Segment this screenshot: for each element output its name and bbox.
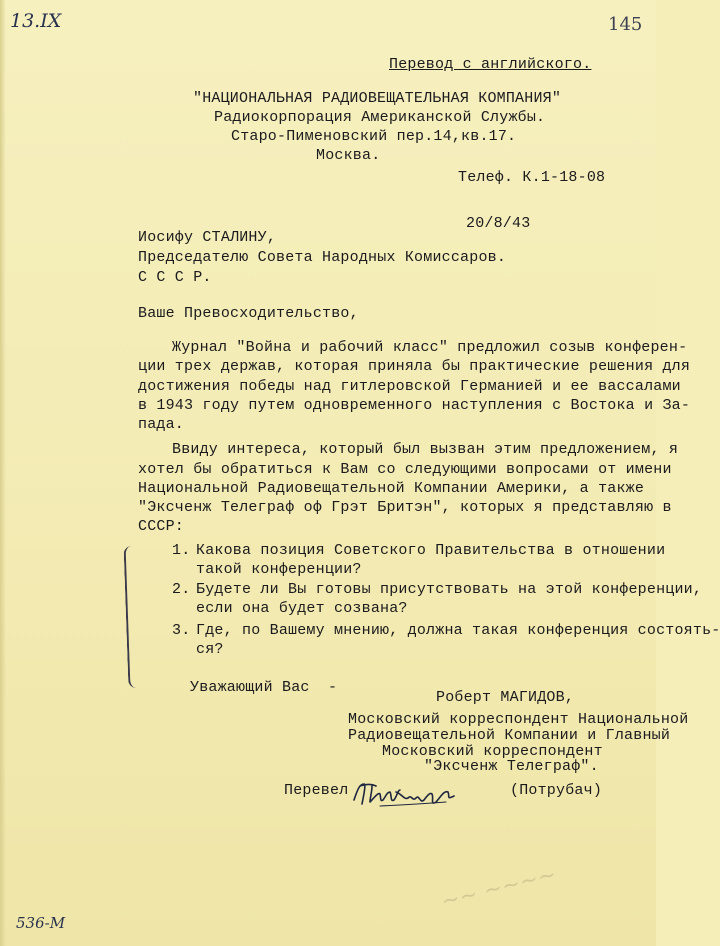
bleed-through-mark: ~~ ~~~~ (438, 862, 559, 915)
question-2-line: если она будет созвана? (196, 600, 408, 617)
letter-date: 20/8/43 (466, 215, 531, 232)
organization-phone: Телеф. К.1-18-08 (458, 169, 606, 186)
margin-bracket-mark (124, 546, 141, 688)
body-p2-line: Национальной Радиовещательной Компании Америки, а также (138, 480, 645, 497)
recipient-line-3: С С С Р. (138, 269, 212, 286)
organization-city: Москва. (316, 147, 381, 164)
body-p1-line: в 1943 году путем одновременного наступления с Востока и За- (138, 397, 691, 414)
recipient-line-1: Иосифу СТАЛИНУ, (138, 229, 277, 246)
archive-mark-top-left: 13.IX (10, 10, 62, 32)
signer-title-line: "Эксченж Телеграф". (424, 758, 599, 775)
body-p1-line: пада. (138, 416, 185, 433)
signer-title-line: Радиовещательной Компании и Главный (348, 727, 671, 744)
translation-note: Перевод с английского. (389, 56, 592, 73)
archive-mark-bottom-left: 536-М (16, 914, 66, 932)
organization-name: "НАЦИОНАЛЬНАЯ РАДИОВЕЩАТЕЛЬНАЯ КОМПАНИЯ" (193, 90, 562, 107)
signer-name: Роберт МАГИДОВ, (436, 689, 575, 706)
archive-mark-page-number: 145 (608, 14, 643, 35)
question-1-line: Какова позиция Советского Правительства в отношении (196, 542, 666, 559)
recipient-line-2: Председателю Совета Народных Комиссаров. (138, 249, 507, 266)
signer-title-line: Московский корреспондент Национальной (348, 711, 689, 728)
salutation: Ваше Превосходительство, (138, 305, 359, 322)
organization-subtitle: Радиокорпорация Американской Службы. (214, 109, 546, 126)
body-p2-line: СССР: (138, 518, 185, 535)
question-1-line: такой конференции? (196, 561, 362, 578)
closing-phrase: Уважающий Вас - (190, 679, 338, 696)
body-p1-line: Журнал "Война и рабочий класс" предложил созыв конферен- (172, 339, 688, 356)
page-edge-shadow (0, 0, 6, 946)
question-3-line: ся? (196, 641, 224, 658)
body-p1-line: ции трех держав, которая приняла бы практические решения для (138, 358, 691, 375)
question-3-number: 3. (172, 622, 191, 639)
translator-label: Перевел (284, 782, 349, 799)
body-p1-line: достижения победы над гитлеровской Германией и ее вассалами (138, 378, 681, 395)
translator-name: (Потрубач) (510, 782, 603, 799)
handwritten-signature-icon (350, 778, 462, 810)
body-p2-line: "Эксченж Телеграф оф Грэт Бритэн", которых я представляю в (138, 499, 672, 516)
question-3-line: Где, по Вашему мнению, должна такая конференция состоять- (196, 622, 720, 639)
question-2-number: 2. (172, 581, 191, 598)
body-p2-line: хотел бы обратиться к Вам со следующими вопросами от имени (138, 461, 672, 478)
translator-signature (350, 778, 462, 815)
body-p2-line: Ввиду интереса, который был вызван этим предложением, я (172, 441, 679, 458)
question-1-number: 1. (172, 542, 191, 559)
question-2-line: Будете ли Вы готовы присутствовать на этой конференции, (196, 581, 703, 598)
signer-title-line: Московский корреспондент (382, 743, 603, 760)
organization-address: Старо-Пименовский пер.14,кв.17. (231, 128, 517, 145)
